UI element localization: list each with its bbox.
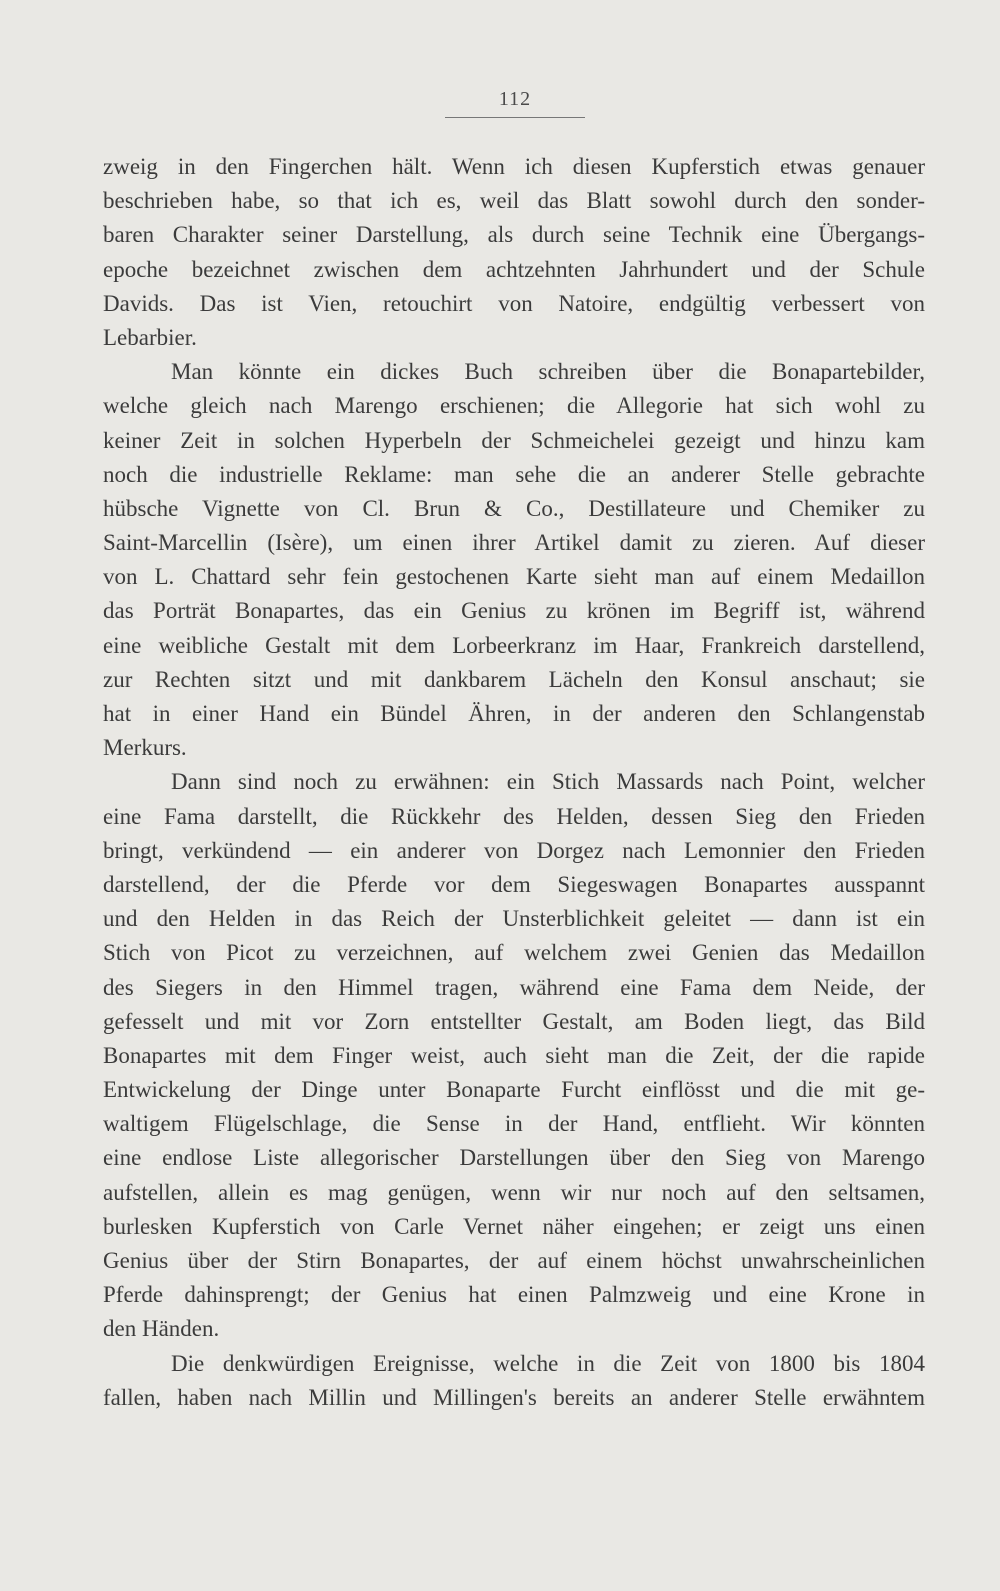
paragraph [103,1347,925,1415]
text-line: aufstellen, allein es mag genügen, wenn wir nur noch auf den seltsamen, [103,1179,925,1205]
text-line: fallen, haben nach Millin und Millingen's bereits an anderer Stelle erwähntem [103,1384,925,1410]
text-line: hübsche Vignette von Cl. Brun & Co., Destillateure und Chemiker zu [103,495,925,521]
text-line: eine endlose Liste allegorischer Darstellungen über den Sieg von Marengo [103,1145,925,1171]
text-line: eine weibliche Gestalt mit dem Lorbeerkranz im Haar, Frankreich darstellend, [103,632,925,658]
header-rule [445,117,585,118]
text-line: Man könnte ein dickes Buch schreiben über die Bonapartebilder, [171,359,925,385]
text-line: das Porträt Bonapartes, das ein Genius zu krönen im Begriff ist, während [103,598,925,624]
text-line: Davids. Das ist Vien, retouchirt von Natoire, endgültig verbessert von [103,290,925,316]
page-header [445,88,585,118]
text-line: von L. Chattard sehr fein gestochenen Karte sieht man auf einem Medaillon [103,564,925,590]
text-line: Saint-Marcellin (Isère), um einen ihrer Artikel damit zu zieren. Auf dieser [103,530,925,556]
text-line: burlesken Kupferstich von Carle Vernet näher eingehen; er zeigt uns einen [103,1213,925,1239]
text-line: noch die industrielle Reklame: man sehe die an anderer Stelle gebrachte [103,461,925,487]
text-line: eine Fama darstellt, die Rückkehr des Helden, dessen Sieg den Frieden [103,803,925,829]
text-line: hat in einer Hand ein Bündel Ähren, in der anderen den Schlangenstab [103,701,925,726]
text-line: Bonapartes mit dem Finger weist, auch sieht man die Zeit, der die rapide [103,1042,925,1068]
text-line: darstellend, der die Pferde vor dem Siegeswagen Bonapartes ausspannt [103,871,925,897]
text-line: Genius über der Stirn Bonapartes, der auf einem höchst unwahrscheinlichen [103,1248,925,1273]
text-line: welche gleich nach Marengo erschienen; die Allegorie hat sich wohl zu [103,393,925,419]
text-line: Entwickelung der Dinge unter Bonaparte Furcht einflösst und die mit ge- [103,1077,925,1103]
text-line: gefesselt und mit vor Zorn entstellter Gestalt, am Boden liegt, das Bild [103,1008,925,1034]
text-line: den Händen. [103,1316,220,1342]
paragraph [103,150,925,355]
paragraph [103,765,925,1346]
text-line: Merkurs. [103,735,187,761]
text-line: zur Rechten sitzt und mit dankbarem Lächeln den Konsul anschaut; sie [103,666,925,692]
page-number: 112 [498,88,532,110]
text-line: Lebarbier. [103,324,197,350]
paragraph [103,355,925,765]
text-line: keiner Zeit in solchen Hyperbeln der Schmeichelei gezeigt und hinzu kam [103,427,925,453]
text-line: Die denkwürdigen Ereignisse, welche in die Zeit von 1800 bis 1804 [171,1350,925,1376]
text-line: und den Helden in das Reich der Unsterblichkeit geleitet — dann ist ein [103,906,925,932]
text-line: zweig in den Fingerchen hält. Wenn ich diesen Kupferstich etwas genauer [103,154,925,179]
text-line: Dann sind noch zu erwähnen: ein Stich Massards nach Point, welcher [171,769,925,795]
text-line: beschrieben habe, so that ich es, weil das Blatt sowohl durch den sonder- [103,188,925,214]
text-line: Pferde dahinsprengt; der Genius hat einen Palmzweig und eine Krone in [103,1282,925,1308]
body-text [103,150,925,1415]
text-line: baren Charakter seiner Darstellung, als durch seine Technik eine Übergangs- [103,222,925,248]
text-line: bringt, verkündend — ein anderer von Dorgez nach Lemonnier den Frieden [103,837,925,863]
text-line: des Siegers in den Himmel tragen, während eine Fama dem Neide, der [103,974,925,1000]
text-line: Stich von Picot zu verzeichnen, auf welchem zwei Genien das Medaillon [103,940,925,966]
text-line: epoche bezeichnet zwischen dem achtzehnten Jahrhundert und der Schule [103,256,925,282]
text-line: waltigem Flügelschlage, die Sense in der Hand, entflieht. Wir könnten [103,1111,925,1137]
